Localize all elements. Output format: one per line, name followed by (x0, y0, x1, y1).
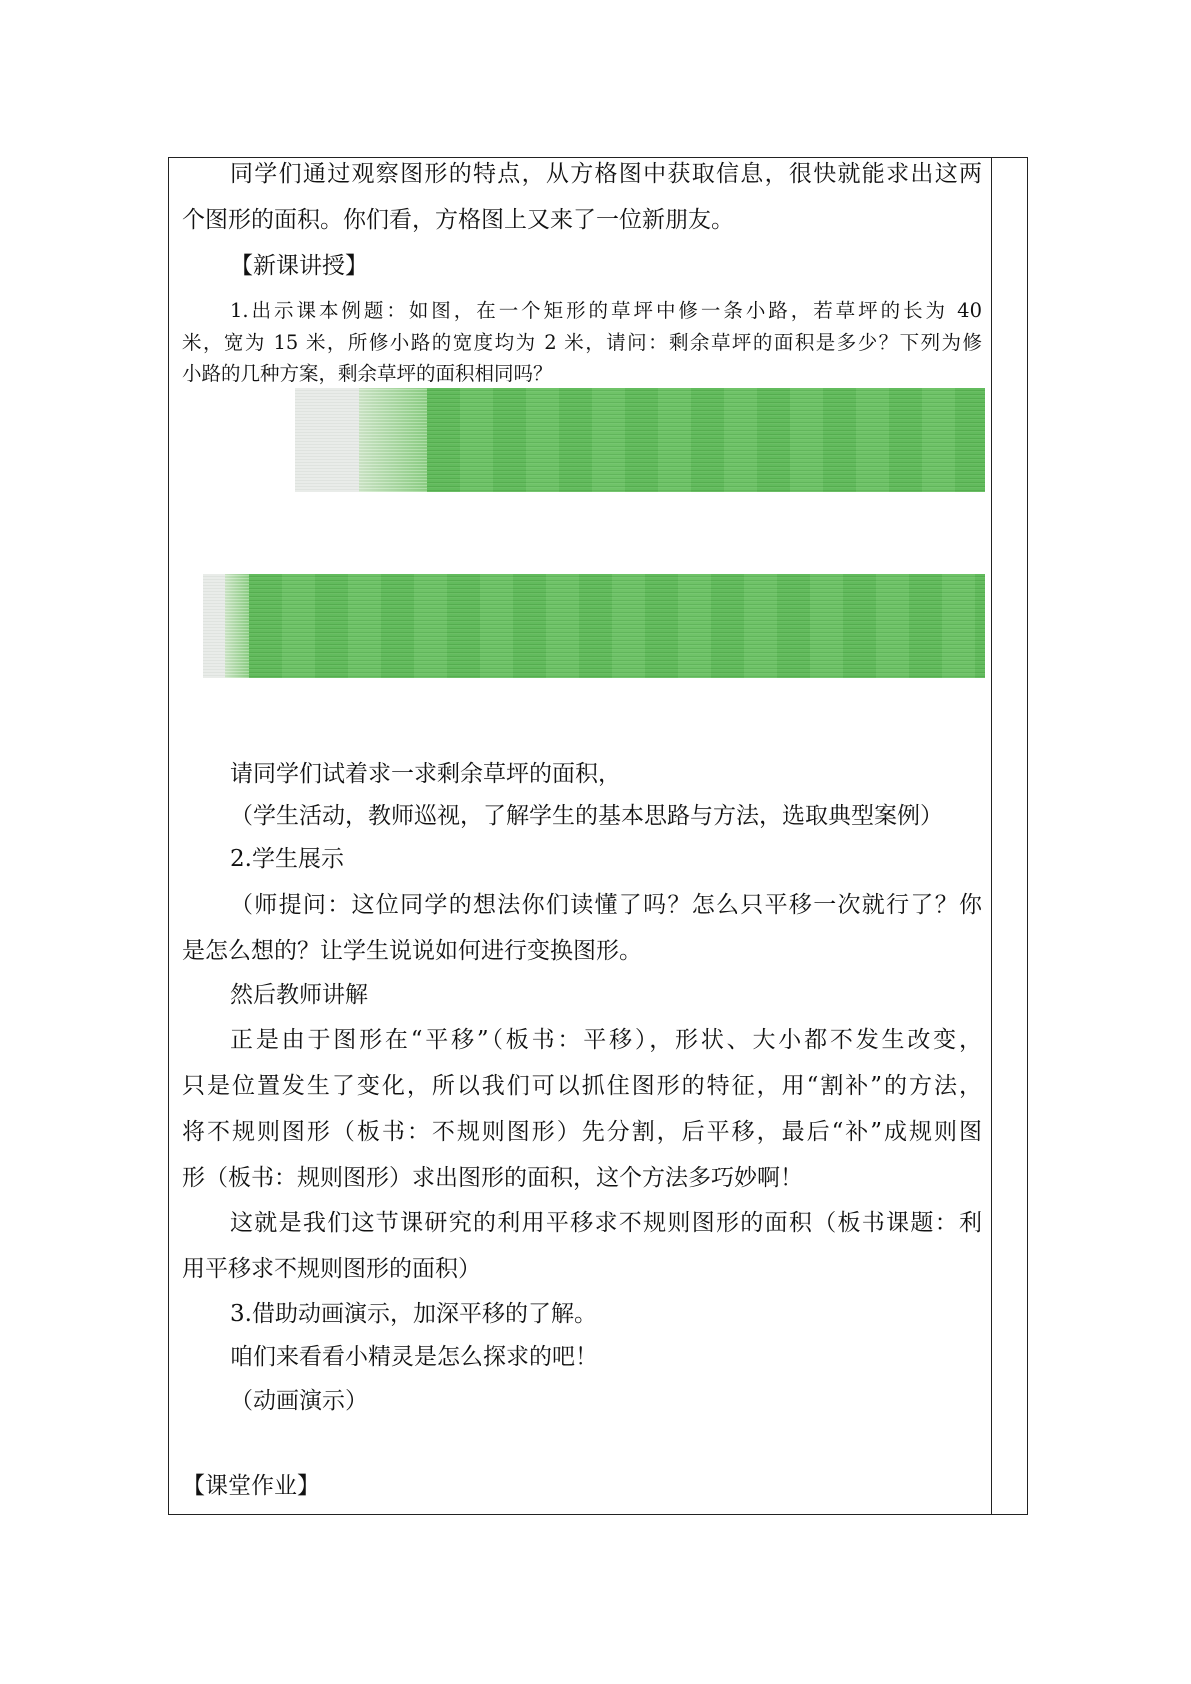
example-line3: 小路的几种方案，剩余草坪的面积相同吗？ (182, 362, 553, 385)
intro-paragraph-line1: 同学们通过观察图形的特点，从方格图中获取信息，很快就能求出这两 (230, 161, 982, 187)
sprite-line: 咱们来看看小精灵是怎么探求的吧！ (230, 1344, 598, 1370)
lawn-grass-1 (427, 388, 985, 492)
try-it-line: 请同学们试着求一求剩余草坪的面积， (230, 761, 621, 787)
step3-heading: 3.借助动画演示，加深平移的了解。 (230, 1301, 597, 1327)
explanation-line2: 只是位置发生了变化，所以我们可以抓住图形的特征，用“割补”的方法， (182, 1073, 982, 1099)
section-heading-new-lesson: 【新课讲授】 (230, 253, 368, 279)
intro-paragraph-line2: 个图形的面积。你们看，方格图上又来了一位新朋友。 (182, 207, 734, 233)
teacher-question-line1: （师提问：这位同学的想法你们读懂了吗？怎么只平移一次就行了？你 (230, 892, 982, 918)
explanation-line3: 将不规则图形（板书：不规则图形）先分割，后平移，最后“补”成规则图 (182, 1119, 982, 1145)
teacher-explain-line: 然后教师讲解 (230, 982, 368, 1008)
table-column-divider (991, 157, 992, 1515)
topic-line1: 这就是我们这节课研究的利用平移求不规则图形的面积（板书课题：利 (230, 1210, 982, 1236)
lawn-figure-1 (295, 388, 985, 492)
lawn-edge-2 (225, 574, 249, 678)
section-heading-homework: 【课堂作业】 (182, 1473, 320, 1499)
student-activity-line: （学生活动，教师巡视，了解学生的基本思路与方法，选取典型案例） (230, 803, 943, 829)
explanation-line1: 正是由于图形在“平移”（板书：平移），形状、大小都不发生改变， (230, 1027, 982, 1053)
lawn-path-2 (203, 574, 225, 678)
explanation-line4: 形（板书：规则图形）求出图形的面积，这个方法多巧妙啊！ (182, 1165, 803, 1191)
lawn-figure-2 (203, 574, 985, 678)
topic-line2: 用平移求不规则图形的面积） (182, 1256, 481, 1282)
teacher-question-line2: 是怎么想的？让学生说说如何进行变换图形。 (182, 938, 642, 964)
example-line2: 米，宽为 15 米，所修小路的宽度均为 2 米，请问：剩余草坪的面积是多少？下列为修 (182, 331, 982, 354)
lawn-edge-1 (359, 388, 427, 492)
animation-line: （动画演示） (230, 1388, 368, 1414)
lawn-path-1 (295, 388, 359, 492)
step2-heading: 2.学生展示 (230, 846, 344, 872)
example-line1: 1.出示课本例题：如图，在一个矩形的草坪中修一条小路，若草坪的长为 40 (230, 299, 982, 322)
lawn-grass-2 (249, 574, 985, 678)
